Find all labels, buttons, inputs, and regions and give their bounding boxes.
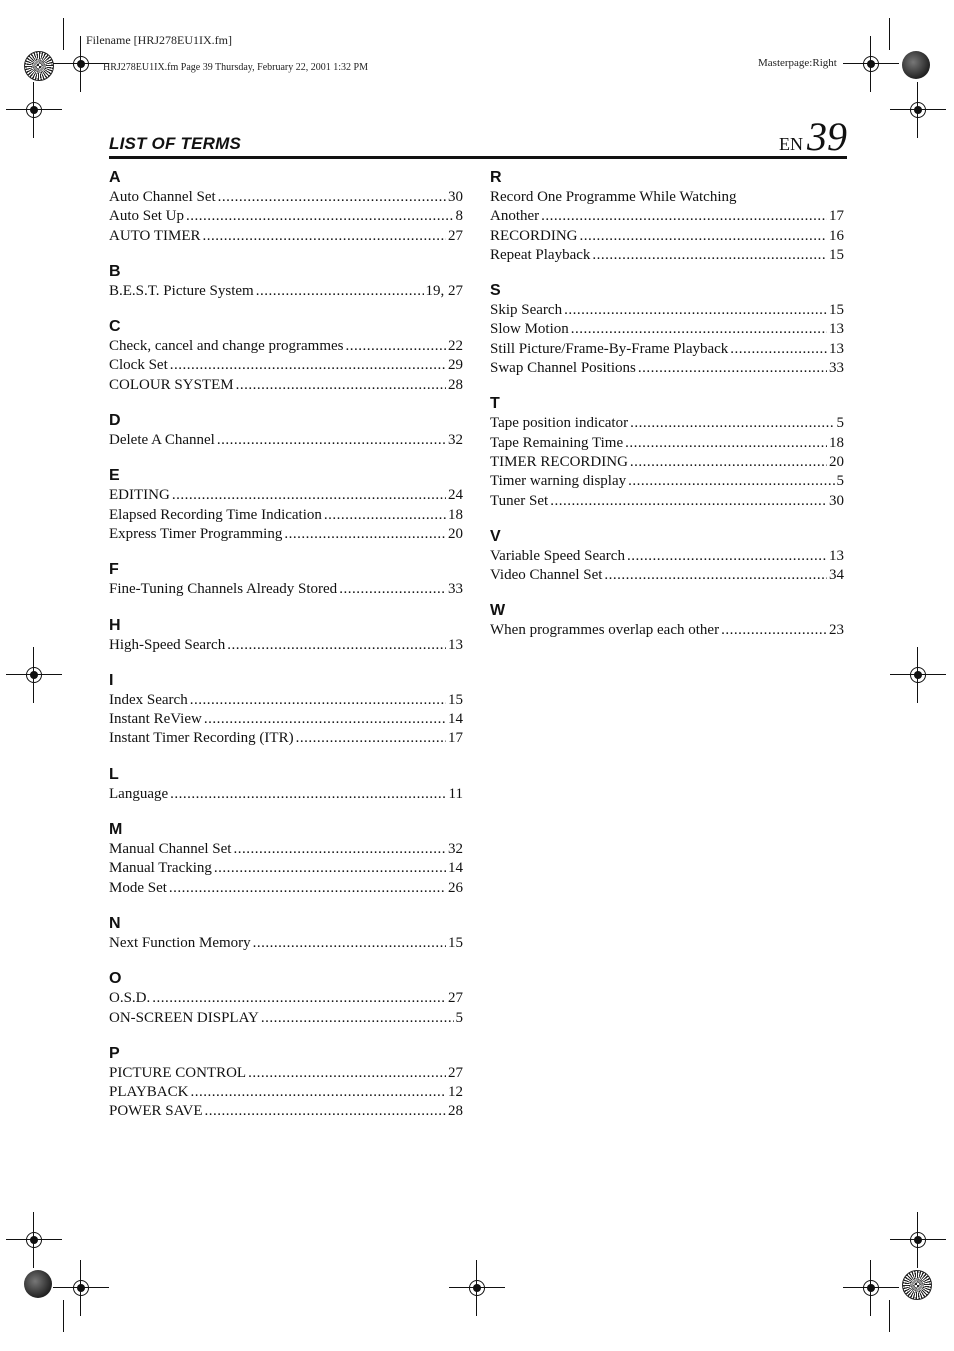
index-entry bbox=[109, 1009, 463, 1028]
section-letter: F bbox=[109, 561, 119, 579]
index-entry-page: 13 bbox=[829, 340, 844, 357]
index-entry bbox=[490, 301, 844, 320]
index-section-e bbox=[109, 466, 463, 544]
dot-leader bbox=[248, 1064, 446, 1083]
index-entry-term: Swap Channel Positions bbox=[490, 360, 636, 377]
index-entry bbox=[109, 989, 463, 1008]
index-entry-term: POWER SAVE bbox=[109, 1103, 203, 1120]
index-section-s bbox=[490, 281, 844, 378]
index-entry-term: When programmes overlap each other bbox=[490, 622, 720, 639]
dot-leader bbox=[339, 580, 446, 599]
section-letter: P bbox=[109, 1044, 120, 1062]
index-entry-page: 17 bbox=[829, 208, 844, 225]
index-entry bbox=[109, 785, 463, 804]
index-entry-term: Repeat Playback bbox=[490, 246, 591, 263]
index-section-p bbox=[109, 1044, 463, 1122]
page-header bbox=[109, 114, 847, 159]
crosshair-registration-icon bbox=[20, 661, 48, 689]
index-entry-page: 27 bbox=[448, 227, 463, 244]
index-entry bbox=[490, 566, 844, 585]
index-entry bbox=[109, 636, 463, 655]
index-entry bbox=[109, 486, 463, 505]
dot-leader bbox=[284, 525, 446, 544]
dot-leader bbox=[630, 453, 827, 472]
crosshair-registration-icon bbox=[67, 50, 95, 78]
index-entry bbox=[109, 729, 463, 748]
dot-leader bbox=[170, 785, 446, 804]
dot-leader bbox=[571, 320, 827, 339]
crosshair-registration-icon bbox=[857, 1274, 885, 1302]
index-entry bbox=[109, 859, 463, 878]
crop-mark bbox=[889, 1300, 890, 1332]
index-entry-term: Slow Motion bbox=[490, 321, 569, 338]
dot-leader bbox=[296, 729, 446, 748]
index-entry bbox=[490, 621, 844, 640]
section-letter: O bbox=[109, 970, 122, 988]
index-entry-term: Next Function Memory bbox=[109, 934, 251, 951]
index-entry-page: 13 bbox=[829, 321, 844, 338]
masterpage-label: Masterpage:Right bbox=[758, 57, 837, 69]
index-entry-page: 24 bbox=[448, 487, 463, 504]
crosshair-registration-icon bbox=[463, 1274, 491, 1302]
index-entry bbox=[490, 227, 844, 246]
index-entry bbox=[109, 580, 463, 599]
crop-mark bbox=[63, 18, 64, 50]
dot-leader bbox=[628, 472, 834, 491]
dot-leader bbox=[169, 879, 446, 898]
index-entry-page: 20 bbox=[829, 453, 844, 470]
index-section-m bbox=[109, 820, 463, 898]
section-letter: C bbox=[109, 318, 121, 336]
dot-leader bbox=[638, 359, 827, 378]
crosshair-registration-icon bbox=[20, 1226, 48, 1254]
dot-leader bbox=[604, 566, 827, 585]
index-entry bbox=[109, 506, 463, 525]
index-entry-page: 28 bbox=[448, 376, 463, 393]
dot-leader bbox=[233, 840, 446, 859]
dot-leader bbox=[541, 207, 827, 226]
index-entry-term: RECORDING bbox=[490, 227, 578, 244]
dot-leader bbox=[190, 1083, 446, 1102]
page-number bbox=[779, 114, 847, 159]
index-entry-term: Instant ReView bbox=[109, 711, 202, 728]
page-number-value: 39 bbox=[807, 114, 847, 159]
section-letter: N bbox=[109, 914, 121, 932]
section-letter: V bbox=[490, 527, 501, 545]
section-letter: B bbox=[109, 262, 121, 280]
section-letter: L bbox=[109, 765, 119, 783]
index-entry-page: 19, 27 bbox=[425, 282, 463, 299]
index-entry-page: 11 bbox=[448, 785, 463, 802]
index-entry-term: AUTO TIMER bbox=[109, 227, 201, 244]
dot-leader bbox=[217, 431, 446, 450]
index-entry-term: B.E.S.T. Picture System bbox=[109, 282, 254, 299]
dot-leader bbox=[630, 414, 834, 433]
index-section-b bbox=[109, 262, 463, 301]
index-entry-term: Tape Remaining Time bbox=[490, 434, 624, 451]
dot-leader bbox=[218, 188, 446, 207]
index-entry-term: Elapsed Recording Time Indication bbox=[109, 506, 322, 523]
index-entry-term: ON-SCREEN DISPLAY bbox=[109, 1009, 259, 1026]
dot-leader bbox=[730, 340, 827, 359]
index-entry-page: 5 bbox=[836, 415, 844, 432]
index-entry-page: 12 bbox=[448, 1084, 463, 1101]
index-entry-page: 14 bbox=[448, 860, 463, 877]
index-entry-term: Mode Set bbox=[109, 879, 167, 896]
index-entry-page: 32 bbox=[448, 841, 463, 858]
crosshair-registration-icon bbox=[20, 96, 48, 124]
index-entry-page: 32 bbox=[448, 432, 463, 449]
crosshair-registration-icon bbox=[857, 50, 885, 78]
dot-leader bbox=[214, 859, 446, 878]
index-entry-page: 8 bbox=[455, 208, 463, 225]
dot-leader bbox=[625, 434, 827, 453]
index-section-w bbox=[490, 601, 844, 640]
registration-ball-icon bbox=[902, 51, 930, 79]
index-entry-term: Record One Programme While Watching bbox=[490, 189, 737, 205]
dot-leader bbox=[190, 691, 446, 710]
dot-leader bbox=[256, 282, 424, 301]
index-entry-page: 5 bbox=[455, 1009, 463, 1026]
dot-leader bbox=[627, 547, 827, 566]
index-entry-page: 33 bbox=[448, 581, 463, 598]
dot-leader bbox=[203, 227, 446, 246]
index-entry-term: Timer warning display bbox=[490, 473, 627, 490]
index-entry bbox=[109, 356, 463, 375]
index-entry bbox=[109, 431, 463, 450]
index-entry-page: 28 bbox=[448, 1103, 463, 1120]
index-entry-term: Variable Speed Search bbox=[490, 547, 625, 564]
dot-leader bbox=[324, 506, 446, 525]
index-entry-term: Instant Timer Recording (ITR) bbox=[109, 730, 294, 747]
index-entry-term: Language bbox=[109, 785, 169, 802]
section-letter: M bbox=[109, 821, 123, 839]
index-entry-term: Another bbox=[490, 208, 540, 225]
index-entry bbox=[490, 207, 844, 226]
index-entry bbox=[109, 840, 463, 859]
index-entry bbox=[490, 320, 844, 339]
index-entry-term: Manual Channel Set bbox=[109, 841, 232, 858]
index-section-r bbox=[490, 168, 844, 265]
index-entry-term: COLOUR SYSTEM bbox=[109, 376, 234, 393]
index-entry-term: PLAYBACK bbox=[109, 1084, 189, 1101]
index-entry bbox=[109, 282, 463, 301]
index-section-h bbox=[109, 616, 463, 655]
index-entry-page: 17 bbox=[448, 730, 463, 747]
section-letter: R bbox=[490, 169, 502, 186]
index-entry bbox=[490, 414, 844, 433]
crop-mark bbox=[889, 18, 890, 50]
index-entry bbox=[109, 1102, 463, 1121]
dot-leader bbox=[152, 989, 446, 1008]
section-letter: I bbox=[109, 671, 114, 689]
index-entry bbox=[490, 547, 844, 566]
registration-ball-icon bbox=[24, 1270, 52, 1298]
index-entry-term: Delete A Channel bbox=[109, 432, 215, 449]
index-entry-page: 15 bbox=[448, 934, 463, 951]
index-entry bbox=[490, 434, 844, 453]
index-entry bbox=[109, 879, 463, 898]
index-entry-page: 30 bbox=[829, 492, 844, 509]
index-entry-page: 34 bbox=[829, 567, 844, 584]
file-info-label: HRJ278EU1IX.fm Page 39 Thursday, February 22, 2001 1:32 PM bbox=[103, 62, 368, 73]
index-entry bbox=[109, 1083, 463, 1102]
section-letter: T bbox=[490, 395, 500, 413]
crop-mark bbox=[63, 1300, 64, 1332]
section-letter: A bbox=[109, 169, 121, 186]
index-entry-page: 15 bbox=[448, 691, 463, 708]
index-entry-term: Index Search bbox=[109, 691, 188, 708]
index-column-left bbox=[109, 168, 463, 1138]
index-section-o bbox=[109, 969, 463, 1028]
index-entry bbox=[490, 246, 844, 265]
dot-leader bbox=[564, 301, 827, 320]
index-entry-page: 26 bbox=[448, 879, 463, 896]
filename-label: Filename [HRJ278EU1IX.fm] bbox=[86, 33, 232, 47]
index-entry bbox=[109, 188, 463, 207]
index-entry bbox=[490, 359, 844, 378]
index-section-a bbox=[109, 168, 463, 246]
dot-leader bbox=[227, 636, 446, 655]
index-section-i bbox=[109, 671, 463, 749]
index-entry bbox=[109, 1064, 463, 1083]
dot-leader bbox=[170, 356, 446, 375]
index-entry-term: Video Channel Set bbox=[490, 567, 603, 584]
dot-leader bbox=[172, 486, 446, 505]
index-section-c bbox=[109, 317, 463, 395]
index-entry bbox=[109, 525, 463, 544]
index-entry-term: Skip Search bbox=[490, 302, 563, 319]
index-entry-term: Manual Tracking bbox=[109, 860, 212, 877]
index-entry-term: EDITING bbox=[109, 487, 170, 504]
index-entry-page: 13 bbox=[448, 636, 463, 653]
crosshair-registration-icon bbox=[67, 1274, 95, 1302]
index-entry-term: High-Speed Search bbox=[109, 636, 226, 653]
index-entry-page: 22 bbox=[448, 338, 463, 355]
index-section-n bbox=[109, 914, 463, 953]
section-letter: E bbox=[109, 467, 120, 485]
dot-leader bbox=[580, 227, 827, 246]
section-letter: H bbox=[109, 616, 121, 634]
index-entry-term: O.S.D. bbox=[109, 990, 151, 1007]
language-code: EN bbox=[779, 134, 803, 154]
index-entry-page: 18 bbox=[448, 506, 463, 523]
index-entry-page: 33 bbox=[829, 360, 844, 377]
index-section-f bbox=[109, 560, 463, 599]
dot-leader bbox=[253, 934, 446, 953]
index-entry-page: 13 bbox=[829, 547, 844, 564]
dot-leader bbox=[205, 1102, 447, 1121]
section-letter: S bbox=[490, 282, 501, 300]
index-entry-page: 27 bbox=[448, 1064, 463, 1081]
index-entry bbox=[109, 207, 463, 226]
crosshair-registration-icon bbox=[904, 96, 932, 124]
dot-leader bbox=[721, 621, 827, 640]
section-letter: D bbox=[109, 412, 121, 430]
dot-leader bbox=[592, 246, 827, 265]
dot-leader bbox=[236, 376, 446, 395]
index-entry-term: Clock Set bbox=[109, 357, 168, 374]
index-entry-page: 29 bbox=[448, 357, 463, 374]
index-entry-term: Fine-Tuning Channels Already Stored bbox=[109, 581, 338, 598]
index-entry-term: Tuner Set bbox=[490, 492, 549, 509]
index-entry bbox=[109, 227, 463, 246]
index-section-v bbox=[490, 527, 844, 586]
crosshair-registration-icon bbox=[904, 1226, 932, 1254]
dot-leader bbox=[345, 337, 446, 356]
page-title: LIST OF TERMS bbox=[109, 134, 241, 153]
dot-leader bbox=[204, 710, 446, 729]
index-entry bbox=[490, 492, 844, 511]
index-entry-page: 18 bbox=[829, 434, 844, 451]
section-letter: W bbox=[490, 602, 506, 620]
index-entry-term: PICTURE CONTROL bbox=[109, 1064, 247, 1081]
index-section-t bbox=[490, 394, 844, 510]
index-entry bbox=[109, 691, 463, 710]
index-entry-term: Tape position indicator bbox=[490, 415, 629, 432]
registration-sunburst-icon bbox=[902, 1270, 932, 1300]
dot-leader bbox=[261, 1009, 454, 1028]
index-entry-term: TIMER RECORDING bbox=[490, 453, 628, 470]
index-column-right bbox=[490, 168, 844, 657]
index-entry-term: Auto Set Up bbox=[109, 208, 184, 225]
index-entry-page: 23 bbox=[829, 622, 844, 639]
index-entry-page: 14 bbox=[448, 711, 463, 728]
index-entry-page: 30 bbox=[448, 189, 463, 205]
index-entry-term: Check, cancel and change programmes bbox=[109, 338, 344, 355]
index-entry-page: 15 bbox=[829, 302, 844, 319]
index-entry-page: 20 bbox=[448, 525, 463, 542]
index-section-l bbox=[109, 765, 463, 804]
index-entry-page: 5 bbox=[836, 473, 844, 490]
index-entry-page: 16 bbox=[829, 227, 844, 244]
index-entry-page: 15 bbox=[829, 246, 844, 263]
index-entry bbox=[490, 340, 844, 359]
index-entry bbox=[490, 472, 844, 491]
index-section-d bbox=[109, 411, 463, 450]
index-entry-term: Express Timer Programming bbox=[109, 525, 283, 542]
index-entry bbox=[490, 453, 844, 472]
index-entry bbox=[109, 710, 463, 729]
index-entry-term: Auto Channel Set bbox=[109, 189, 216, 205]
index-entry-page: 27 bbox=[448, 990, 463, 1007]
registration-sunburst-icon bbox=[24, 51, 54, 81]
index-entry bbox=[109, 337, 463, 356]
index-entry-term: Still Picture/Frame-By-Frame Playback bbox=[490, 340, 729, 357]
index-entry bbox=[109, 376, 463, 395]
dot-leader bbox=[550, 492, 827, 511]
crosshair-registration-icon bbox=[904, 661, 932, 689]
index-entry bbox=[109, 934, 463, 953]
dot-leader bbox=[186, 207, 454, 226]
